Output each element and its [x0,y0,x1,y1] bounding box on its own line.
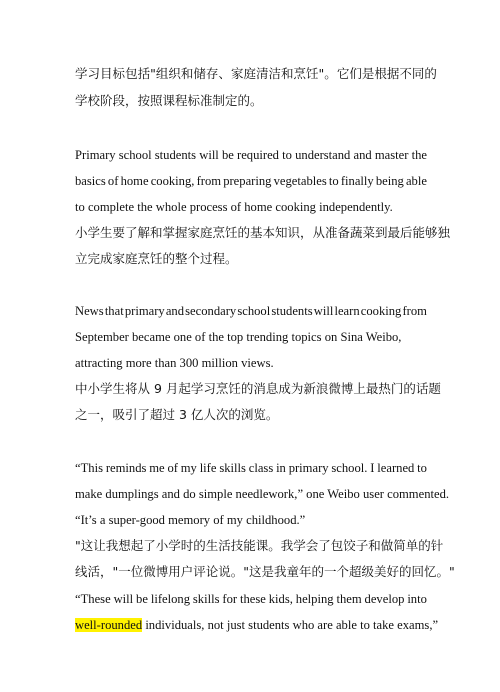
en-paragraph-4-line-2: make dumplings and do simple needlework,” one Weibo user commented. [75,487,450,501]
word: " [150,66,156,81]
word: and [165,304,185,318]
word: 学 [75,66,88,81]
word: helping [295,592,334,606]
word: 烹 [293,66,307,81]
en-paragraph-2-line-2 [75,168,427,194]
word: “These [75,592,111,606]
word: of [167,461,178,475]
word: primary [124,304,165,318]
word: 据 [386,66,400,81]
zh-paragraph-1-line-1 [75,61,435,87]
word: I [370,461,375,475]
word: 是 [361,66,375,81]
word: Primary [75,148,116,162]
word: the [411,148,427,162]
word: me [149,461,165,475]
word: vegetables [273,174,327,188]
word: from [196,174,222,188]
word: 不 [399,66,412,81]
word: master [374,148,409,162]
word: skills [219,461,246,475]
word: cooking [360,304,402,318]
word: 同 [411,66,425,81]
word: 洁 [268,66,281,81]
zh-paragraph-3-line-2: 之一，吸引了超过 3 亿人次的浏览。 [75,407,279,422]
word: 、 [218,66,231,81]
zh-paragraph-4-line-2: 线活，"一位微博用户评论说。"这是我童年的一个超级美好的回忆。" [75,564,455,579]
word: kids, [268,592,293,606]
en-paragraph-2-line-1 [75,142,427,168]
word: 织 [168,66,181,81]
word: school [118,148,152,162]
en-paragraph-5-line-1 [75,586,427,612]
word: preparing [223,174,272,188]
word: life [199,461,217,475]
word: secondary [185,304,237,318]
zh-paragraph-1-line-2: 学校阶段，按照课程标准制定的。 [75,93,263,108]
word: 包 [125,66,138,81]
word: be [136,592,148,606]
word: home [120,174,149,188]
word: 根 [374,66,387,81]
word: school. [331,461,368,475]
word: primary [288,461,329,475]
word: 的 [424,66,437,81]
word: being [375,174,404,188]
word: them [336,592,362,606]
highlighted-term: well-rounded [75,618,143,632]
en-paragraph-2-line-3: to complete the whole process of home cooking independently. [75,200,393,214]
word: " [318,66,325,81]
en-paragraph-5-line-2-rest: individuals, not just students who are able to take exams,” [145,618,439,632]
word: school [237,304,271,318]
word: of [107,174,119,188]
word: 存 [205,66,219,81]
word: 家 [230,66,244,81]
zh-paragraph-4-line-1: "这让我想起了小学时的生活技能课。我学会了包饺子和做简单的针 [75,538,444,553]
word: to [282,148,292,162]
word: that [104,304,124,318]
word: 括 [137,66,151,81]
word: be [221,148,234,162]
en-paragraph-5-line-2 [75,612,439,638]
en-paragraph-3-line-3: attracting more than 300 million views. [75,356,274,370]
zh-paragraph-2-line-1: 小学生要了解和掌握家庭烹饪的基本知识，从准备蔬菜到最后能够独 [75,225,451,240]
word: students [154,148,197,162]
word: reminds [105,461,147,475]
en-paragraph-3-line-1 [75,298,427,324]
word: to [417,461,427,475]
word: these [239,592,266,606]
word: basics [75,174,106,188]
word: 储 [193,66,206,81]
word: 清 [255,66,269,81]
zh-paragraph-2-line-2: 立完成家庭烹饪的整个过程。 [75,251,238,266]
word: cooking, [150,174,195,188]
word: 标 [112,66,126,81]
word: learn [334,304,360,318]
word: 组 [155,66,169,81]
word: required [237,148,279,162]
word: in [276,461,286,475]
word: develop [364,592,405,606]
word: students [271,304,313,318]
word: into [407,592,427,606]
word: 。 [324,66,337,81]
word: will [199,148,219,162]
word: 饪 [306,66,319,81]
word: skills [192,592,220,606]
word: 庭 [243,66,256,81]
word: and [353,148,372,162]
word: learned [377,461,415,475]
word: 它 [336,66,350,81]
word: for [222,592,238,606]
en-paragraph-3-line-2: September became one of the top trending topics on Sina Weibo, [75,330,402,344]
word: 习 [87,66,101,81]
word: 和 [281,66,294,81]
word: my [180,461,197,475]
word: News [75,304,104,318]
word: will [313,304,334,318]
en-paragraph-4-line-3: “It’s a super-good memory of my childhood.” [75,513,306,527]
word: to [328,174,339,188]
en-paragraph-4-line-1 [75,455,427,481]
word: 们 [349,66,362,81]
word: lifelong [150,592,190,606]
word: from [402,304,427,318]
zh-paragraph-3-line-1: 中小学生将从 9 月起学习烹饪的消息成为新浪微博上最热门的话题 [75,381,441,396]
word: will [113,592,134,606]
word: 目 [100,66,113,81]
word: able [405,174,427,188]
word: “This [75,461,103,475]
word: class [248,461,274,475]
word: understand [295,148,351,162]
word: 和 [180,66,194,81]
word: finally [340,174,374,188]
